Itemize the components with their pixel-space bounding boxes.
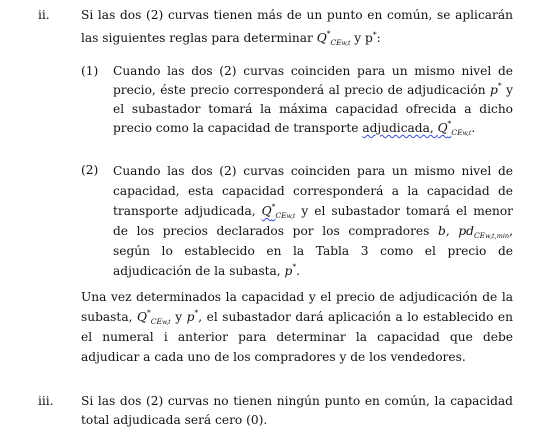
math-p-star: p*	[284, 262, 297, 278]
item-ii-intro: Si las dos (2) curvas tienen más de un punto en común, se aplicarán las siguientes reglas para determinar $Q^*_{CEw,t}$ y p*:	[81, 8, 513, 48]
math-q-star-ce-underlined: $Q^*_{CEw,t}$	[437, 119, 472, 137]
rule-number-2: (2)	[81, 163, 99, 177]
rule-1-text: Cuando las dos (2) curvas coinciden para un mismo nivel de precio, éste precio corresponderá al precio de adjudicación p* y el subastador tomará la máxima capacidad ofrecida a dicho precio como la capacidad de transporte adjudicada, $Q^*_{CEw,t}$.	[113, 64, 513, 137]
item-iii-text: Si las dos (2) curvas no tienen ningún punto en común, la capacidad total adjudicada será cero (0).	[81, 394, 513, 427]
item-numeral-ii: ii.	[38, 8, 50, 22]
math-q-star-ce: $Q^*_{CEw,t}$	[137, 308, 171, 326]
math-q-star-ce: $Q^*_{CEw,t}$	[316, 29, 351, 48]
math-q-star-ce-underlined: $Q^*_{CEw,t}$	[261, 202, 296, 220]
item-numeral-iii: iii.	[38, 394, 54, 408]
closing-paragraph: Una vez determinados la capacidad y el precio de adjudicación de la subasta, $Q^*_{CEw,t}$ y p*, el subastador dará aplicación a lo establecido en el numeral i anterior para determinar la capacidad que debe adjudicar a cada uno de los compradores y de los vendedores.	[81, 290, 513, 364]
math-p-star: p*	[186, 308, 199, 324]
item-ii-intro-text-b: y p	[350, 31, 373, 46]
rule-number-1: (1)	[81, 64, 99, 78]
spelling-underline-adjudicada: adjudicada,	[362, 121, 438, 135]
rule-2-text: Cuando las dos (2) curvas coinciden para un mismo nivel de capacidad, esta capacidad corresponderá a la capacidad de transporte adjudicada, $Q^*_{CEw,t}$ y el subastador tomará el menor de los precios declarados por los compradores b, $pd_{CEw,t,min}$, según lo establecido en la Tabla 3 como el precio de adjudicación de la subasta, p*.	[113, 164, 513, 278]
math-p-star: p*	[490, 81, 502, 97]
item-ii-intro-text-a: Si las dos (2) curvas tienen más de un punto en común, se aplicarán las siguientes reglas para determinar	[81, 8, 513, 46]
math-b: b	[438, 224, 446, 238]
math-pd-min: $pd_{CEw,t,min}$	[458, 224, 510, 240]
